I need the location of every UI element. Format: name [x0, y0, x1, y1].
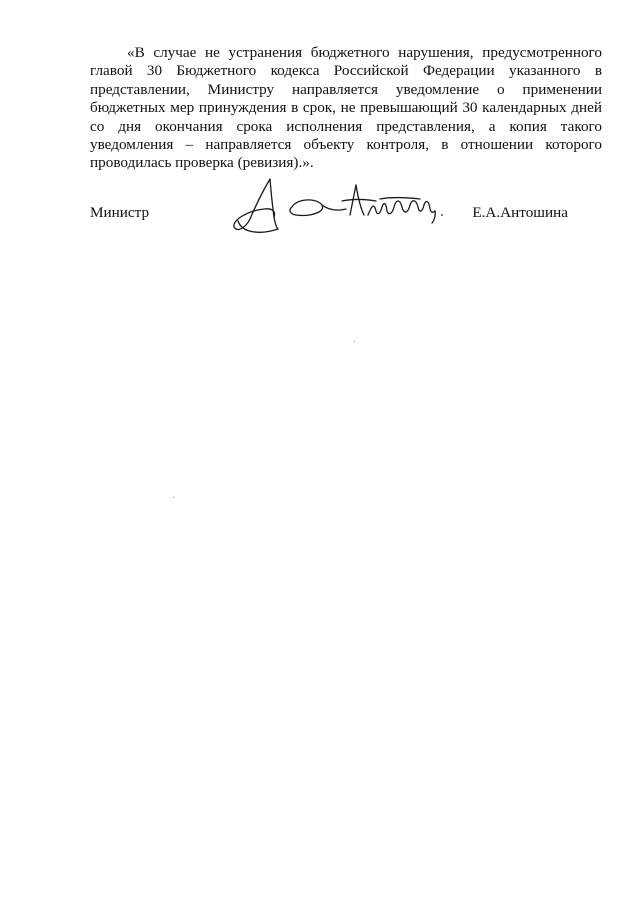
scan-speck — [354, 341, 355, 342]
signature-block — [90, 175, 602, 245]
body-paragraph: «В случае не устранения бюджетного нарушения, предусмотренного главой 30 Бюджетного кодекса Российской Федерации указанного в представлении, Министру направляется уведомление о применении бюджетных мер принуждения в срок, не превышающий 30 календарных дней со дня окончания срока исполнения представления, а копия такого уведомления – направляется объекту контроля, в отношении которого проводилась проверка (ревизия).». — [90, 44, 602, 172]
scan-speck — [173, 497, 174, 498]
handwritten-signature — [230, 175, 450, 245]
signer-title: Министр — [90, 204, 150, 221]
signer-name: Е.А.Антошина — [472, 204, 568, 221]
